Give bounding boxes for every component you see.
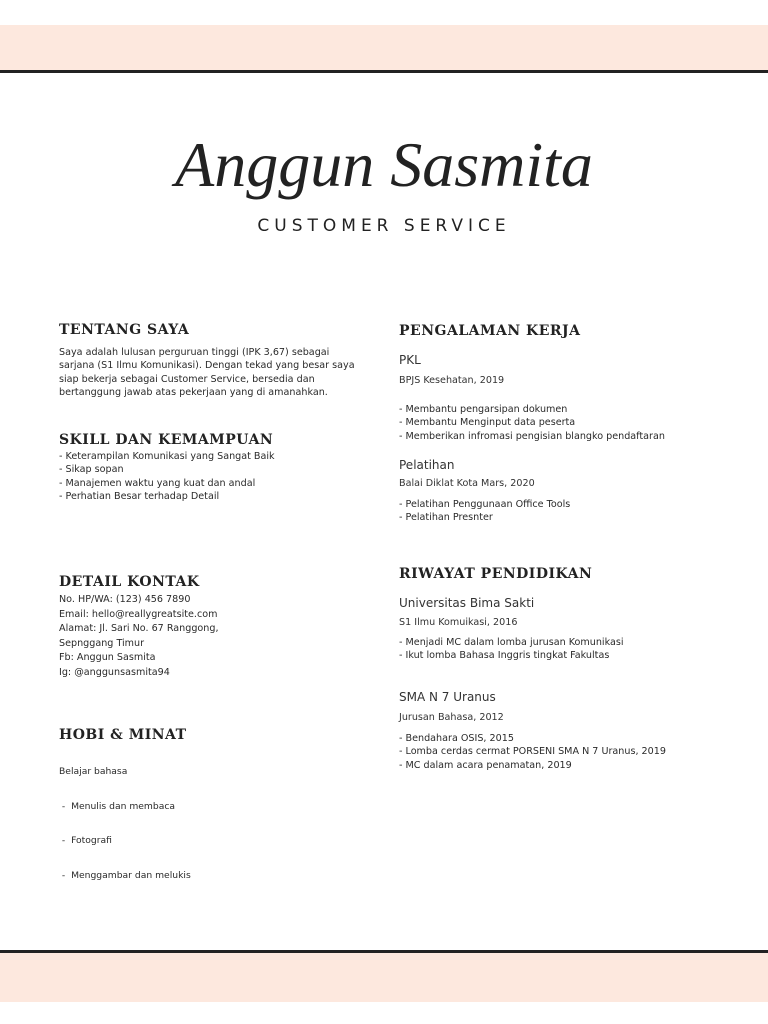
candidate-name: Anggun Sasmita xyxy=(175,129,593,200)
list-item: - Menggambar dan melukis xyxy=(59,869,191,881)
education-school: Universitas Bima Sakti xyxy=(399,596,535,610)
list-item: - Menulis dan membaca xyxy=(59,800,176,812)
about-text: Saya adalah lulusan perguruan tinggi (IPK 3,67) sebagai sarjana (S1 Ilmu Komunikasi). Dengan tekad yang besar saya siap bekerja sebagai Customer Service, bersedia dan bertanggung jawab atas pekerjaan yang di amanahkan. xyxy=(59,347,355,398)
contact-heading: DETAIL KONTAK xyxy=(59,574,200,590)
list-item: - Bendahara OSIS, 2015 xyxy=(399,733,514,744)
experience-tasks xyxy=(399,498,570,525)
candidate-role: CUSTOMER SERVICE xyxy=(257,216,511,236)
education-detail: S1 Ilmu Komuikasi, 2016 xyxy=(399,617,518,628)
hobbies-intro: Belajar bahasa xyxy=(59,766,128,777)
skills-list xyxy=(59,450,281,503)
contact-email: Email: hello@reallygreatsite.com xyxy=(59,608,218,620)
experience-role: PKL xyxy=(399,353,421,367)
list-item: - Perhatian Besar terhadap Detail xyxy=(59,490,220,502)
list-item: - Membantu Menginput data peserta xyxy=(399,417,576,429)
experience-org: BPJS Kesehatan, 2019 xyxy=(399,375,505,386)
list-item: - Keterampilan Komunikasi yang Sangat Baik xyxy=(59,451,275,462)
education-achievements xyxy=(399,636,624,663)
list-item: - Fotografi xyxy=(59,835,112,846)
list-item: - Menjadi MC dalam lomba jurusan Komunikasi xyxy=(399,637,624,648)
list-item: - Membantu pengarsipan dokumen xyxy=(399,404,568,415)
list-item: - Memberikan infromasi pengisian blangko pendaftaran xyxy=(399,430,665,442)
education-heading: RIWAYAT PENDIDIKAN xyxy=(399,566,593,582)
experience-tasks xyxy=(399,403,665,443)
contact-facebook: Fb: Anggun Sasmita xyxy=(59,652,156,663)
experience-org: Balai Diklat Kota Mars, 2020 xyxy=(399,478,535,489)
list-item: - Ikut lomba Bahasa Inggris tingkat Fakultas xyxy=(399,650,610,662)
list-item: - Manajemen waktu yang kuat dan andal xyxy=(59,477,256,489)
bottom-accent-band xyxy=(0,950,768,1002)
list-item: - Pelatihan Penggunaan Office Tools xyxy=(399,499,571,510)
list-item: - MC dalam acara penamatan, 2019 xyxy=(399,759,572,771)
list-item: - Lomba cerdas cermat PORSENI SMA N 7 Uranus, 2019 xyxy=(399,746,666,758)
list-item: - Sikap sopan xyxy=(59,464,124,476)
hobbies-list xyxy=(59,743,191,904)
education-school: SMA N 7 Uranus xyxy=(399,690,496,704)
hobbies-heading: HOBI & MINAT xyxy=(59,727,187,743)
education-achievements xyxy=(399,732,666,772)
contact-instagram: Ig: @anggunsasmita94 xyxy=(59,666,170,678)
skills-heading: SKILL DAN KEMAMPUAN xyxy=(59,432,274,448)
contact-address: Alamat: Jl. Sari No. 67 Ranggong, Sepnggang Timur xyxy=(59,623,219,649)
education-detail: Jurusan Bahasa, 2012 xyxy=(399,712,504,723)
about-heading: TENTANG SAYA xyxy=(59,322,190,338)
contact-phone: No. HP/WA: (123) 456 7890 xyxy=(59,594,191,605)
list-item: - Pelatihan Presnter xyxy=(399,512,493,524)
contact-details xyxy=(59,593,239,680)
top-accent-band xyxy=(0,25,768,73)
experience-role: Pelatihan xyxy=(399,458,455,472)
experience-heading: PENGALAMAN KERJA xyxy=(399,323,581,339)
